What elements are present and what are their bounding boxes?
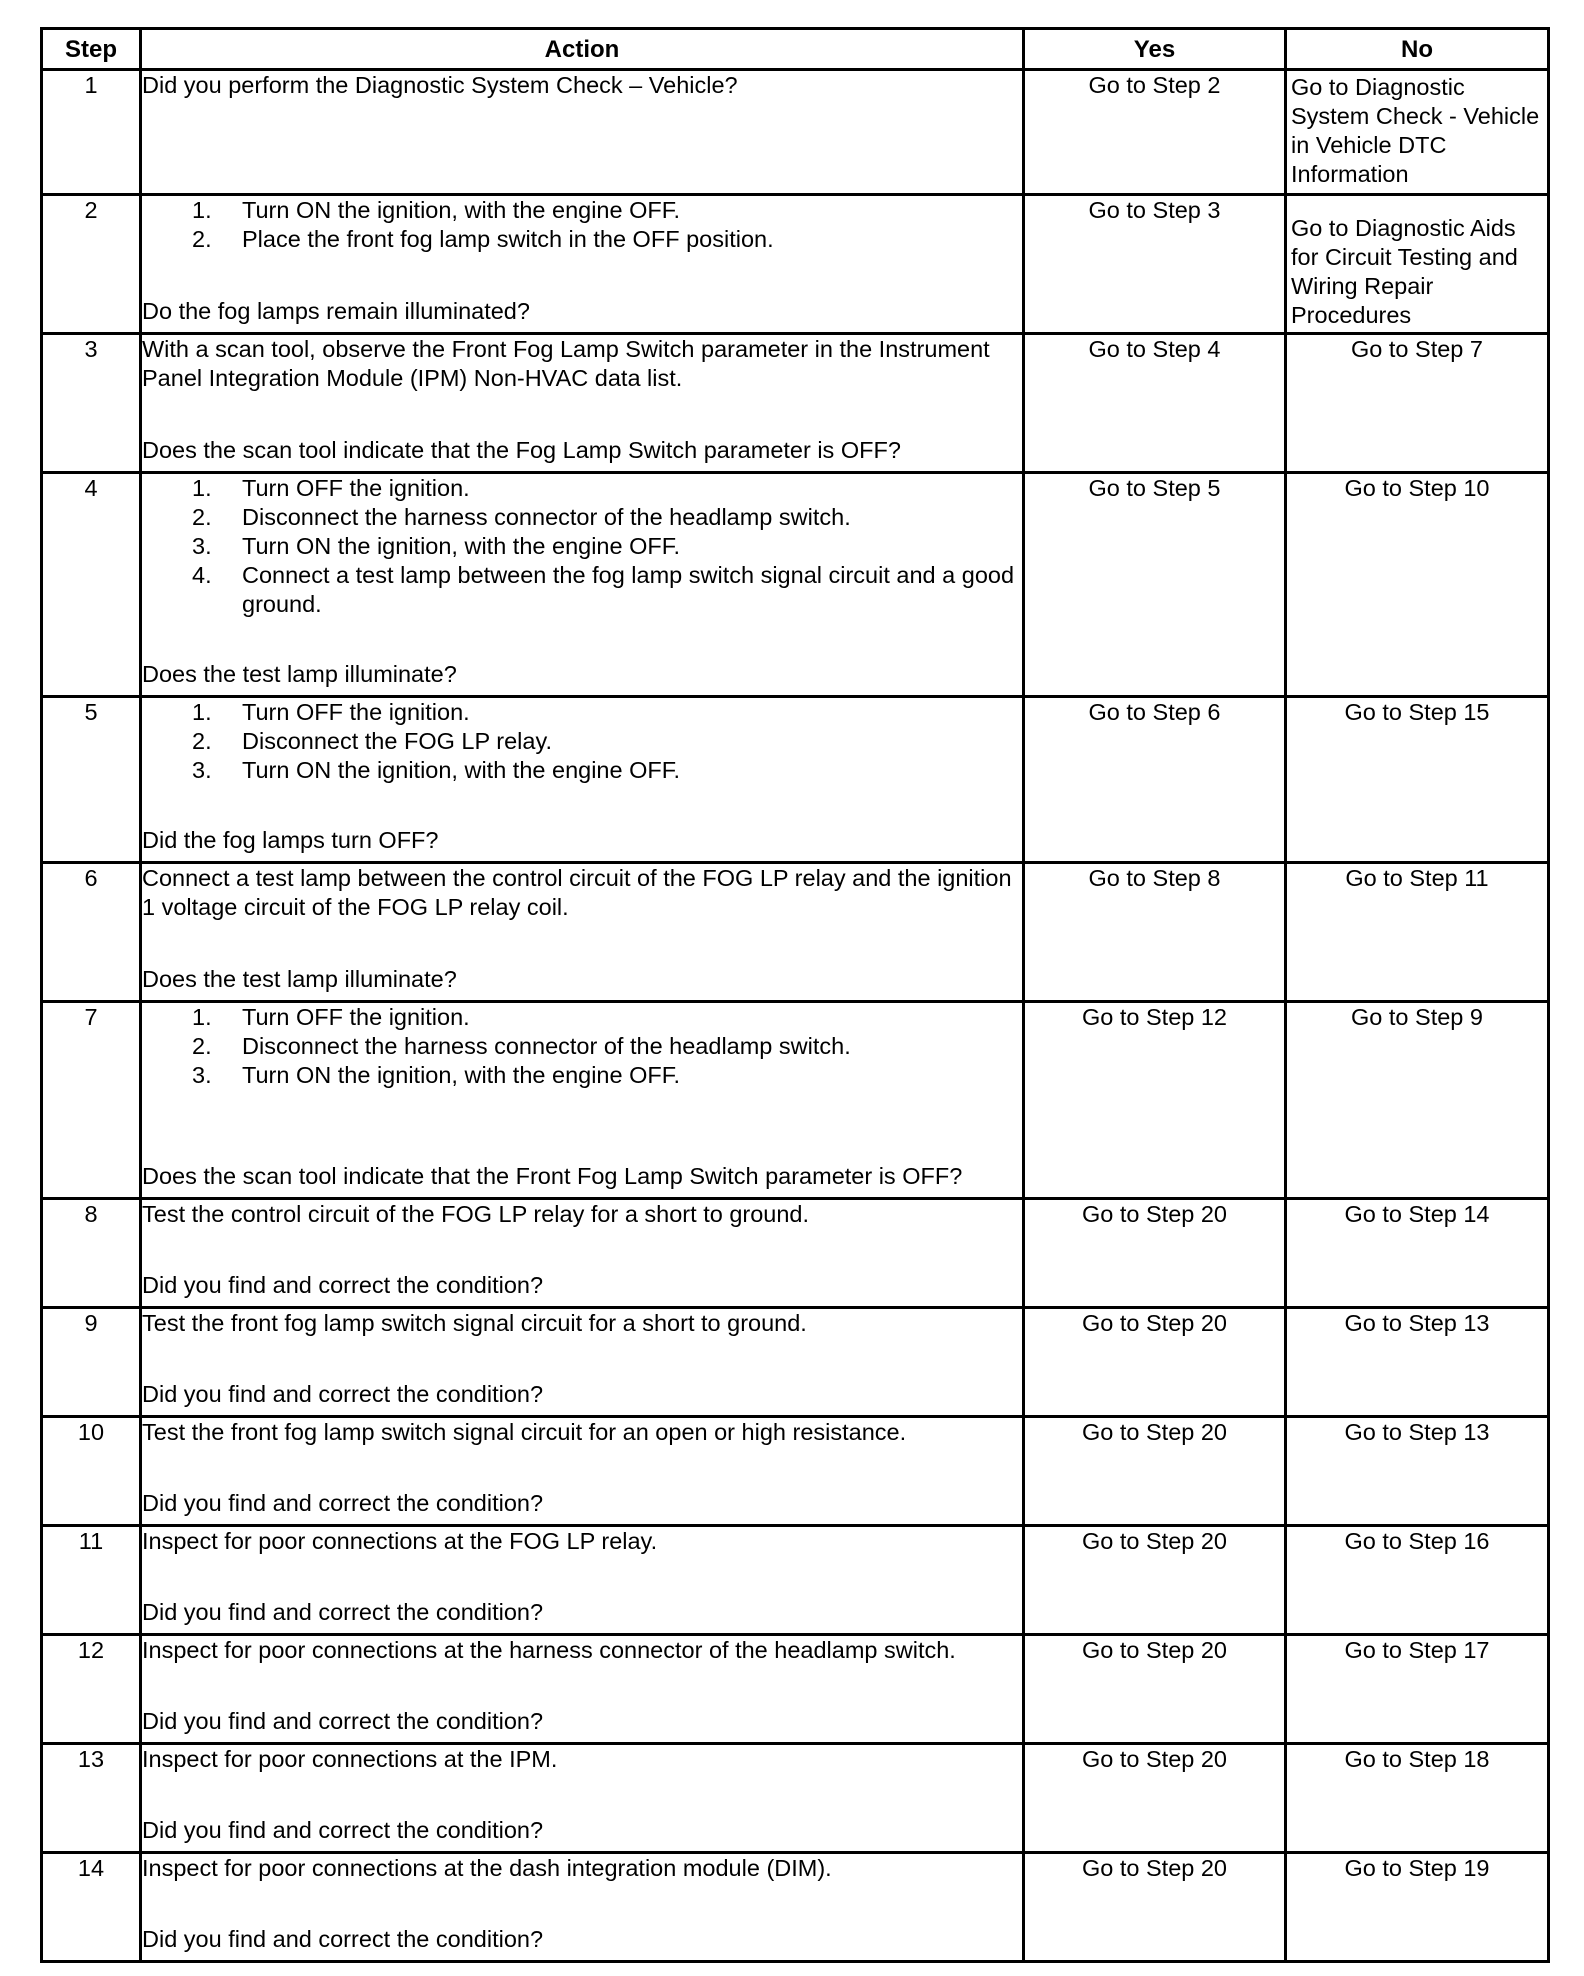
action-question: Did you find and correct the condition? <box>142 1708 544 1734</box>
action-cell <box>141 1199 1024 1308</box>
action-step-text: Turn OFF the ignition. <box>242 475 470 501</box>
yes-outcome: Go to Step 2 <box>1024 70 1286 195</box>
action-step-item <box>192 756 1022 785</box>
action-question: Does the test lamp illuminate? <box>142 661 457 687</box>
action-cell <box>141 1853 1024 1962</box>
table-body <box>42 70 1549 1962</box>
yes-outcome: Go to Step 12 <box>1024 1002 1286 1199</box>
action-step-number: 2. <box>192 728 212 754</box>
table-row <box>42 1199 1549 1308</box>
action-question: Does the test lamp illuminate? <box>142 966 457 992</box>
action-step-number: 3. <box>192 1062 212 1088</box>
no-outcome: Go to Step 16 <box>1286 1526 1549 1635</box>
table-row <box>42 473 1549 697</box>
diagnostic-table <box>40 27 1550 1963</box>
action-step-text: Turn OFF the ignition. <box>242 1004 470 1030</box>
action-cell <box>141 1002 1024 1199</box>
no-outcome: Go to Step 17 <box>1286 1635 1549 1744</box>
table-row <box>42 70 1549 195</box>
action-instruction: Did you perform the Diagnostic System Check – Vehicle? <box>142 72 738 98</box>
action-step-number: 1. <box>192 197 212 223</box>
action-instruction: Test the control circuit of the FOG LP relay for a short to ground. <box>142 1201 810 1227</box>
action-step-text: Connect a test lamp between the fog lamp switch signal circuit and a good ground. <box>242 562 1015 617</box>
action-step-item <box>192 727 1022 756</box>
action-question: Did the fog lamps turn OFF? <box>142 827 439 853</box>
action-step-text: Turn ON the ignition, with the engine OFF. <box>242 197 681 223</box>
action-instruction: Test the front fog lamp switch signal circuit for a short to ground. <box>142 1310 807 1336</box>
no-outcome: Go to Step 11 <box>1286 863 1549 1002</box>
no-outcome: Go to Step 10 <box>1286 473 1549 697</box>
action-question: Does the scan tool indicate that the Fog Lamp Switch parameter is OFF? <box>142 437 901 463</box>
action-instruction: Inspect for poor connections at the FOG LP relay. <box>142 1528 658 1554</box>
step-number: 12 <box>42 1635 141 1744</box>
action-cell <box>141 1635 1024 1744</box>
step-number: 7 <box>42 1002 141 1199</box>
action-cell <box>141 863 1024 1002</box>
yes-outcome: Go to Step 6 <box>1024 697 1286 863</box>
action-cell <box>141 1526 1024 1635</box>
step-number: 11 <box>42 1526 141 1635</box>
action-cell <box>141 195 1024 334</box>
action-step-number: 2. <box>192 504 212 530</box>
action-question: Did you find and correct the condition? <box>142 1381 544 1407</box>
action-step-number: 1. <box>192 1004 212 1030</box>
yes-outcome: Go to Step 20 <box>1024 1635 1286 1744</box>
yes-outcome: Go to Step 20 <box>1024 1199 1286 1308</box>
action-cell <box>141 1308 1024 1417</box>
step-number: 2 <box>42 195 141 334</box>
no-outcome: Go to Step 18 <box>1286 1744 1549 1853</box>
no-outcome: Go to Step 7 <box>1286 334 1549 473</box>
step-number: 5 <box>42 697 141 863</box>
yes-outcome: Go to Step 20 <box>1024 1417 1286 1526</box>
action-step-text: Disconnect the harness connector of the headlamp switch. <box>242 1033 851 1059</box>
action-step-text: Turn ON the ignition, with the engine OFF. <box>242 533 681 559</box>
step-number: 6 <box>42 863 141 1002</box>
action-step-number: 3. <box>192 757 212 783</box>
table-row <box>42 1526 1549 1635</box>
action-step-item <box>192 1003 1022 1032</box>
action-question: Do the fog lamps remain illuminated? <box>142 298 530 324</box>
action-question: Did you find and correct the condition? <box>142 1926 544 1952</box>
action-step-number: 4. <box>192 562 212 588</box>
table-row <box>42 697 1549 863</box>
action-cell <box>141 1417 1024 1526</box>
table-row <box>42 1744 1549 1853</box>
step-number: 14 <box>42 1853 141 1962</box>
action-step-item <box>192 1061 1022 1090</box>
action-step-item <box>192 698 1022 727</box>
yes-outcome: Go to Step 3 <box>1024 195 1286 334</box>
yes-outcome: Go to Step 5 <box>1024 473 1286 697</box>
action-step-item <box>192 1032 1022 1061</box>
table-row <box>42 863 1549 1002</box>
no-outcome: Go to Diagnostic System Check - Vehicle in Vehicle DTC Information <box>1286 70 1549 195</box>
header-no: No <box>1286 29 1549 70</box>
action-step-text: Disconnect the FOG LP relay. <box>242 728 552 754</box>
no-outcome: Go to Step 19 <box>1286 1853 1549 1962</box>
action-step-number: 2. <box>192 226 212 252</box>
step-number: 9 <box>42 1308 141 1417</box>
yes-outcome: Go to Step 20 <box>1024 1744 1286 1853</box>
action-steps-list <box>142 196 1022 254</box>
step-number: 1 <box>42 70 141 195</box>
step-number: 3 <box>42 334 141 473</box>
table-row <box>42 1853 1549 1962</box>
header-step: Step <box>42 29 141 70</box>
action-cell <box>141 70 1024 195</box>
yes-outcome: Go to Step 20 <box>1024 1526 1286 1635</box>
action-question: Did you find and correct the condition? <box>142 1599 544 1625</box>
action-cell <box>141 697 1024 863</box>
action-steps-list <box>142 474 1022 619</box>
action-question: Did you find and correct the condition? <box>142 1817 544 1843</box>
header-row <box>42 29 1549 70</box>
action-cell <box>141 1744 1024 1853</box>
action-instruction: Inspect for poor connections at the IPM. <box>142 1746 558 1772</box>
action-step-number: 1. <box>192 699 212 725</box>
action-cell <box>141 334 1024 473</box>
header-action: Action <box>141 29 1024 70</box>
action-step-number: 1. <box>192 475 212 501</box>
step-number: 10 <box>42 1417 141 1526</box>
action-step-item <box>192 561 1022 619</box>
no-outcome: Go to Step 14 <box>1286 1199 1549 1308</box>
action-step-text: Disconnect the harness connector of the headlamp switch. <box>242 504 851 530</box>
step-number: 8 <box>42 1199 141 1308</box>
no-outcome: Go to Step 13 <box>1286 1417 1549 1526</box>
action-instruction: Inspect for poor connections at the harness connector of the headlamp switch. <box>142 1637 956 1663</box>
action-instruction: Inspect for poor connections at the dash integration module (DIM). <box>142 1855 832 1881</box>
action-step-text: Turn ON the ignition, with the engine OFF. <box>242 1062 681 1088</box>
action-instruction: Test the front fog lamp switch signal circuit for an open or high resistance. <box>142 1419 907 1445</box>
yes-outcome: Go to Step 20 <box>1024 1308 1286 1417</box>
action-step-text: Turn OFF the ignition. <box>242 699 470 725</box>
action-step-item <box>192 196 1022 225</box>
action-question: Did you find and correct the condition? <box>142 1272 544 1298</box>
table-row <box>42 1308 1549 1417</box>
no-outcome: Go to Step 15 <box>1286 697 1549 863</box>
action-step-text: Turn ON the ignition, with the engine OFF. <box>242 757 681 783</box>
yes-outcome: Go to Step 4 <box>1024 334 1286 473</box>
table-row <box>42 195 1549 334</box>
no-outcome: Go to Step 13 <box>1286 1308 1549 1417</box>
yes-outcome: Go to Step 20 <box>1024 1853 1286 1962</box>
no-outcome: Go to Step 9 <box>1286 1002 1549 1199</box>
action-step-item <box>192 532 1022 561</box>
table-row <box>42 1417 1549 1526</box>
action-step-item <box>192 225 1022 254</box>
action-steps-list <box>142 698 1022 785</box>
yes-outcome: Go to Step 8 <box>1024 863 1286 1002</box>
table-row <box>42 1002 1549 1199</box>
action-step-item <box>192 474 1022 503</box>
action-question: Did you find and correct the condition? <box>142 1490 544 1516</box>
header-yes: Yes <box>1024 29 1286 70</box>
step-number: 13 <box>42 1744 141 1853</box>
action-step-item <box>192 503 1022 532</box>
action-instruction: Connect a test lamp between the control circuit of the FOG LP relay and the ignition 1 voltage circuit of the FOG LP relay coil. <box>142 865 1012 920</box>
action-cell <box>141 473 1024 697</box>
action-question: Does the scan tool indicate that the Front Fog Lamp Switch parameter is OFF? <box>142 1163 963 1189</box>
action-step-text: Place the front fog lamp switch in the OFF position. <box>242 226 774 252</box>
action-step-number: 2. <box>192 1033 212 1059</box>
no-outcome: Go to Diagnostic Aids for Circuit Testing and Wiring Repair Procedures <box>1286 195 1549 334</box>
action-instruction: With a scan tool, observe the Front Fog Lamp Switch parameter in the Instrument Panel Integration Module (IPM) Non-HVAC data list. <box>142 336 990 391</box>
action-steps-list <box>142 1003 1022 1090</box>
action-step-number: 3. <box>192 533 212 559</box>
step-number: 4 <box>42 473 141 697</box>
table-row <box>42 1635 1549 1744</box>
table-row <box>42 334 1549 473</box>
